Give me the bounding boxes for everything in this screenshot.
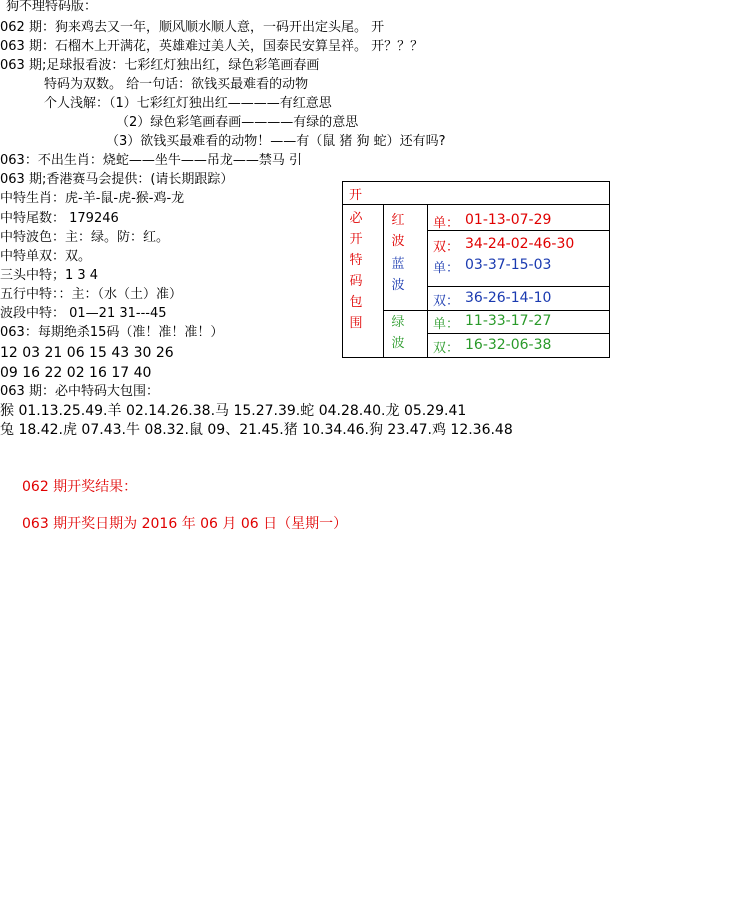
blue-wave-label: 蓝波 (391, 257, 405, 293)
header-title: 狗不理特码版： (6, 0, 98, 14)
table-divider (427, 286, 609, 287)
line-note-1: 个人浅解：（1）七彩红灯独出红————有红意思 (44, 96, 332, 111)
blue-odd-numbers: 03-37-15-03 (465, 257, 552, 273)
line-tail-numbers: 中特尾数： 179246 (0, 211, 119, 226)
red-odd-numbers: 01-13-07-29 (465, 212, 552, 228)
table-divider (343, 204, 383, 205)
table-title: 开 (349, 188, 363, 203)
line-football-hint: 063 期;足球报看波：七彩红灯独出红，绿色彩笔画春画 (0, 58, 320, 73)
blue-even-numbers: 36-26-14-10 (465, 290, 552, 306)
table-side-label: 必开特码包围 (349, 211, 363, 331)
special-number-table (342, 181, 610, 358)
table-divider (427, 333, 609, 334)
green-wave-label: 绿波 (391, 315, 405, 351)
blue-odd-label: 单： (433, 261, 460, 276)
line-zodiac-pick: 中特生肖：虎-羊-鼠-虎-猴-鸡-龙 (0, 191, 185, 206)
table-divider (383, 310, 609, 311)
line-note-2: （2）绿色彩笔画春画————有绿的意思 (116, 115, 359, 130)
line-surround-2: 兔 18.42.虎 07.43.牛 08.32.鼠 09、21.45.猪 10.34.46.狗 23.47.鸡 12.36.48 (0, 422, 513, 438)
green-even-label: 双： (433, 341, 460, 356)
line-odd-even: 中特单双：双。 (0, 249, 92, 264)
line-063-riddle: 063 期：石榴木上开满花，英雄难过美人关，国泰民安算呈祥。 开？？？ (0, 39, 424, 54)
line-note-3: （3）欲钱买最难看的动物！——有（鼠 猪 狗 蛇）还有吗? (106, 134, 446, 149)
line-five-elements: 五行中特：：主：（水（土）准） (0, 287, 183, 302)
table-divider (427, 204, 428, 357)
red-wave-label: 红波 (391, 213, 405, 249)
result-062-label: 062 期开奖结果： (22, 479, 138, 495)
red-even-label: 双： (433, 240, 460, 255)
line-head-digits: 三头中特；1 3 4 (0, 268, 99, 283)
table-divider (383, 204, 384, 357)
green-odd-label: 单： (433, 317, 460, 332)
line-surround-title: 063 期：必中特码大包围： (0, 384, 159, 399)
line-range: 波段中特： 01—21 31---45 (0, 306, 167, 321)
line-kill-15: 063：每期绝杀15码（准！准！准！） (0, 325, 224, 340)
draw-date-063: 063 期开奖日期为 2016 年 06 月 06 日（星期一） (22, 516, 348, 532)
blue-even-label: 双： (433, 294, 460, 309)
line-even-number: 特码为双数。 给一句话：欲钱买最难看的动物 (44, 77, 309, 92)
line-kill-numbers-2: 09 16 22 02 16 17 40 (0, 365, 152, 381)
line-wave-color: 中特波色：主：绿。防：红。 (0, 230, 170, 245)
green-even-numbers: 16-32-06-38 (465, 337, 552, 353)
line-jockey-club: 063 期;香港赛马会提供：(请长期跟踪） (0, 172, 234, 187)
line-062-riddle: 062 期：狗来鸡去又一年，顺风顺水顺人意，一码开出定头尾。 开 (0, 20, 385, 35)
red-odd-label: 单： (433, 216, 460, 231)
red-even-numbers: 34-24-02-46-30 (465, 236, 575, 252)
line-excluded-zodiac: 063：不出生肖：烧蛇——坐牛——吊龙——禁马 引 (0, 153, 302, 168)
green-odd-numbers: 11-33-17-27 (465, 313, 552, 329)
table-divider (383, 204, 609, 205)
line-kill-numbers-1: 12 03 21 06 15 43 30 26 (0, 345, 174, 361)
line-surround-1: 猴 01.13.25.49.羊 02.14.26.38.马 15.27.39.蛇 04.28.40.龙 05.29.41 (0, 403, 467, 419)
